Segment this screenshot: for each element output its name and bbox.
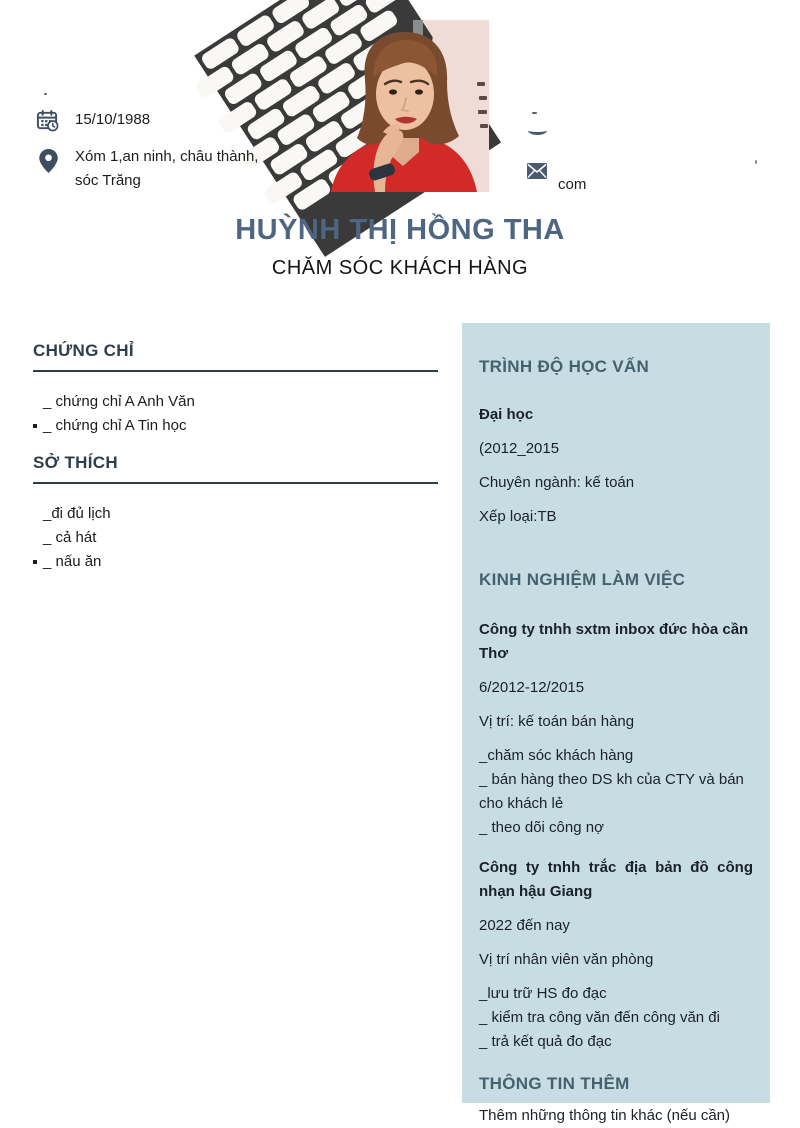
artifact-speck bbox=[44, 93, 47, 95]
list-item: _ cả hát bbox=[43, 529, 97, 546]
job-company: Công ty tnhh sxtm inbox đức hòa cần Thơ bbox=[479, 621, 749, 662]
section-hobbies bbox=[33, 453, 438, 574]
duty-item: _ bán hàng theo DS kh của CTY và bán cho khách lẻ bbox=[479, 771, 744, 812]
education-major: Chuyên ngành: kế toán bbox=[479, 474, 635, 491]
right-sidebar bbox=[462, 323, 770, 1124]
list-item: _ chứng chỉ A Tin học bbox=[33, 414, 438, 438]
certificates-list bbox=[33, 390, 438, 438]
left-column bbox=[33, 341, 438, 589]
square-bullet bbox=[33, 560, 37, 564]
experience-heading: KINH NGHIỆM LÀM VIỆC bbox=[479, 570, 686, 589]
job-title: CHĂM SÓC KHÁCH HÀNG bbox=[271, 257, 529, 279]
square-bullet bbox=[33, 424, 37, 428]
artifact-speck bbox=[755, 160, 757, 164]
location-pin-icon bbox=[39, 149, 58, 178]
more-info-heading: THÔNG TIN THÊM bbox=[479, 1074, 630, 1093]
calendar-icon bbox=[36, 109, 59, 137]
profile-photo-illustration bbox=[317, 20, 489, 192]
birthdate-text: 15/10/1988 bbox=[75, 111, 151, 128]
phone-icon-fragment-arc bbox=[528, 126, 547, 135]
profile-photo bbox=[317, 20, 489, 192]
hobbies-heading: SỞ THÍCH bbox=[33, 453, 438, 484]
list-item: _ chứng chỉ A Anh Văn bbox=[43, 393, 195, 410]
email-fragment-text: com bbox=[558, 176, 587, 193]
duty-item: _lưu trữ HS đo đạc bbox=[479, 985, 607, 1002]
education-heading: TRÌNH ĐỘ HỌC VẤN bbox=[479, 357, 650, 376]
mail-icon bbox=[527, 166, 547, 183]
certificates-heading: CHỨNG CHỈ bbox=[33, 341, 438, 372]
education-degree: Đại học bbox=[479, 406, 534, 423]
more-info-note: Thêm những thông tin khác (nếu cần) bbox=[479, 1107, 731, 1124]
duty-item: _chăm sóc khách hàng bbox=[479, 747, 634, 764]
job-duties bbox=[479, 744, 753, 840]
list-item: _ nấu ăn bbox=[33, 550, 438, 574]
person-name: HUỲNH THỊ HỒNG THA bbox=[235, 214, 565, 246]
email-row bbox=[527, 163, 587, 193]
address-text: Xóm 1,an ninh, châu thành, sóc Trăng bbox=[75, 148, 259, 189]
hobbies-list bbox=[33, 502, 438, 574]
job-duties bbox=[479, 982, 753, 1054]
job-company: Công ty tnhh trắc địa bản đồ công nhạn hậu Giang bbox=[479, 859, 753, 900]
job-position: Vị trí: kế toán bán hàng bbox=[479, 713, 635, 730]
contact-left-block bbox=[33, 108, 293, 206]
education-grade: Xếp loại:TB bbox=[479, 508, 557, 525]
section-certificates bbox=[33, 341, 438, 438]
job-period: 2022 đến nay bbox=[479, 917, 570, 934]
birthdate-row bbox=[33, 108, 293, 132]
duty-item: _ trả kết quả đo đạc bbox=[479, 1033, 612, 1050]
phone-icon-fragment bbox=[532, 112, 537, 114]
duty-item: _ theo dõi công nợ bbox=[479, 819, 604, 836]
address-row bbox=[33, 145, 293, 193]
duty-item: _ kiểm tra công văn đến công văn đi bbox=[479, 1009, 720, 1026]
job-period: 6/2012-12/2015 bbox=[479, 679, 585, 696]
education-years: (2012_2015 bbox=[479, 440, 560, 457]
job-position: Vị trí nhân viên văn phòng bbox=[479, 951, 654, 968]
list-item: _đi đủ lịch bbox=[43, 505, 111, 522]
